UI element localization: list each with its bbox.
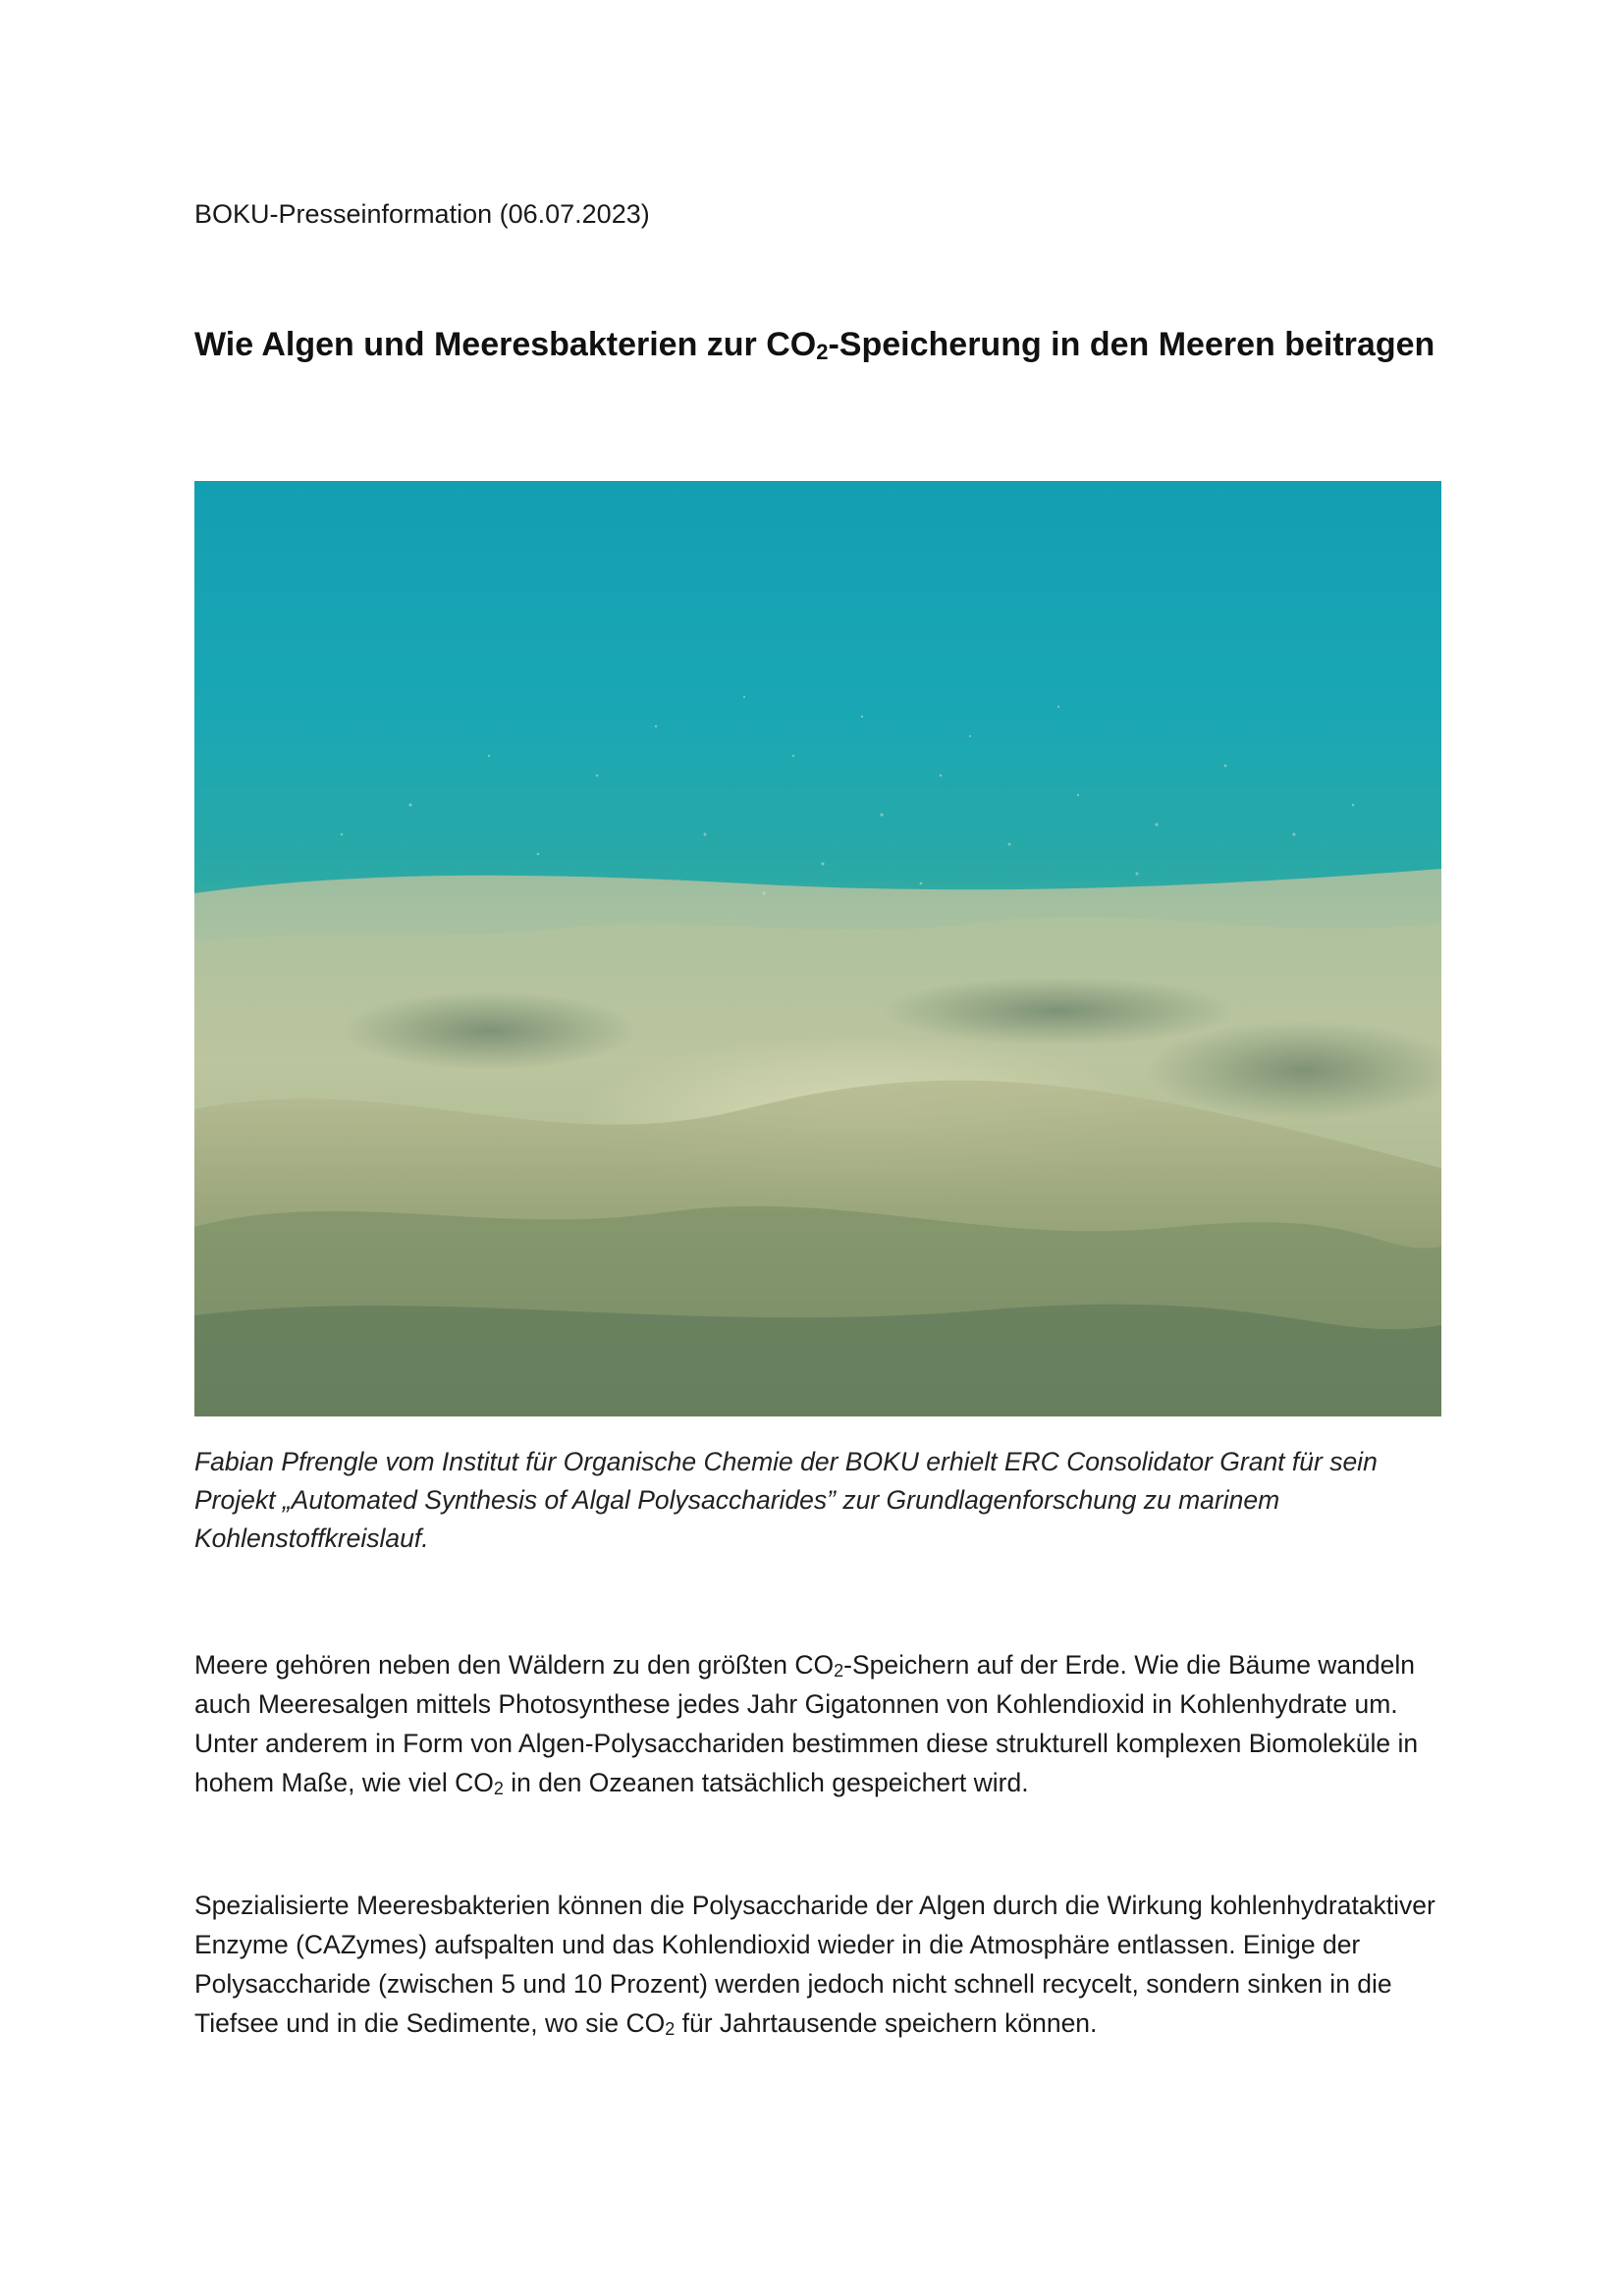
- para1-subscript-2: 2: [493, 1779, 504, 1798]
- para2-text-b: für Jahrtausende speichern können.: [675, 2008, 1098, 2038]
- underwater-seafloor-photo: [194, 481, 1441, 1416]
- para2-subscript-1: 2: [665, 2019, 676, 2039]
- para1-subscript-1: 2: [834, 1661, 844, 1681]
- para1-text-a: Meere gehören neben den Wäldern zu den größten CO: [194, 1650, 835, 1680]
- title-part-1: Wie Algen und Meeresbakterien zur CO: [194, 326, 817, 363]
- para1-text-b: -Speichern auf der Erde. Wie die Bäume wandeln auch Meeresalgen mittels Photosynthese jedes Jahr Gigatonnen von Kohlendioxid in Kohlenhydrate um. Unter anderem in Form von Algen-Polysacchariden bestimmen diese strukturell komplexen Biomoleküle in hohem Maße, wie viel CO: [194, 1650, 1419, 1797]
- para2-text-a: Spezialisierte Meeresbakterien können die Polysaccharide der Algen durch die Wirkung kohlenhydrataktiver Enzyme (CAZymes) aufspalten und das Kohlendioxid wieder in die Atmosphäre entlassen. Einige der Polysaccharide (zwischen 5 und 10 Prozent) werden jedoch nicht schnell recycelt, sondern sinken in die Tiefsee und in die Sedimente, wo sie CO: [194, 1891, 1435, 2038]
- press-info-line: BOKU-Presseinformation (06.07.2023): [194, 199, 650, 229]
- title-subscript: 2: [816, 340, 829, 364]
- body-paragraph-1: [194, 1645, 1461, 1802]
- para1-text-c: in den Ozeanen tatsächlich gespeichert wird.: [503, 1768, 1029, 1797]
- seafloor-image: [194, 481, 1441, 1416]
- page-title: [194, 320, 1451, 369]
- title-part-2: -Speicherung in den Meeren beitragen: [828, 326, 1435, 363]
- body-paragraph-2: [194, 1886, 1461, 2043]
- image-caption: Fabian Pfrengle vom Institut für Organische Chemie der BOKU erhielt ERC Consolidator Grant für sein Projekt „Automated Synthesis of Algal Polysaccharides” zur Grundlagenforschung zu marinem Kohlenstoffkreislauf.: [194, 1447, 1378, 1553]
